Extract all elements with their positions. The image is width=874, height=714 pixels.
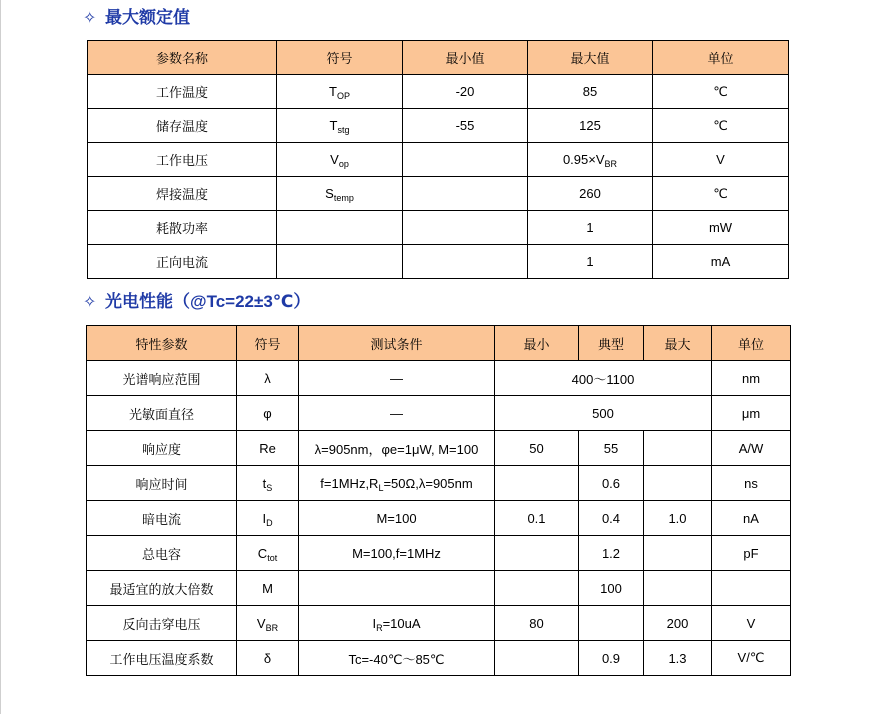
min-value-cell [495, 466, 579, 501]
min-value-cell [403, 75, 528, 109]
min-value-cell [403, 143, 528, 177]
range-value-cell-text: 400～1100 [571, 371, 635, 387]
unit-cell-text: ℃ [713, 117, 728, 133]
col-header-param-name: 参数名称 [88, 41, 277, 75]
range-value-cell [495, 361, 712, 396]
max-value-cell [644, 501, 712, 536]
characteristic-cell-text: 暗电流 [141, 511, 181, 527]
test-condition-cell [299, 606, 495, 641]
max-value-cell [644, 536, 712, 571]
symbol-cell [237, 431, 299, 466]
unit-cell-text: A/W [738, 440, 764, 456]
table-row [87, 361, 791, 396]
test-condition-cell-main: Tc=-40℃～85℃ [348, 651, 445, 667]
unit-cell-text: pF [743, 545, 759, 561]
param-name-cell [88, 245, 277, 279]
table-row [87, 571, 791, 606]
param-name-cell-text: 正向电流 [155, 255, 208, 270]
unit-cell-text: ns [744, 475, 758, 491]
characteristic-cell [87, 361, 237, 396]
characteristic-cell-text: 最适宜的放大倍数 [109, 581, 214, 597]
symbol-cell [277, 143, 403, 177]
diamond-star-icon: ✧ [83, 10, 97, 27]
table-row [88, 75, 789, 109]
symbol-cell-main: λ [264, 370, 271, 386]
symbol-cell-main: V [330, 152, 339, 167]
characteristic-cell-text: 工作电压温度系数 [109, 651, 214, 667]
typical-value-cell-text: 55 [603, 440, 619, 456]
min-value-cell-text: 50 [529, 440, 544, 456]
max-value-cell [528, 109, 653, 143]
range-value-cell-text: 500 [592, 405, 614, 421]
symbol-cell [277, 75, 403, 109]
table-row [87, 641, 791, 676]
table-row [88, 177, 789, 211]
unit-cell [653, 211, 789, 245]
max-value-cell [528, 245, 653, 279]
table-row [87, 466, 791, 501]
test-condition-cell [299, 466, 495, 501]
max-value-cell-text: 1.3 [668, 650, 687, 666]
typical-value-cell [579, 536, 644, 571]
param-name-cell [88, 143, 277, 177]
unit-cell [653, 75, 789, 109]
typical-value-cell-text: 100 [600, 580, 622, 596]
unit-cell-text: μm [741, 405, 761, 421]
characteristic-cell [87, 466, 237, 501]
unit-cell-text: nm [741, 370, 761, 386]
min-value-cell [495, 606, 579, 641]
table-header-row [88, 41, 789, 75]
table-row [87, 396, 791, 431]
max-value-cell-main: 0.95×V [562, 152, 605, 167]
characteristic-cell [87, 536, 237, 571]
max-ratings-table [87, 40, 789, 279]
unit-cell [712, 466, 791, 501]
param-name-cell [88, 177, 277, 211]
min-value-cell-text: 0.1 [527, 510, 546, 526]
typical-value-cell [579, 606, 644, 641]
symbol-cell-subscript: D [266, 517, 273, 528]
test-condition-cell [299, 571, 495, 606]
typical-value-cell-text: 0.4 [601, 510, 621, 526]
test-condition-cell-text: — [390, 405, 403, 421]
test-condition-cell-subscript: R [376, 622, 383, 633]
test-condition-cell-main: M=100 [376, 510, 417, 526]
section-title-max-ratings [83, 4, 190, 32]
unit-cell [712, 536, 791, 571]
section-title-optoelectronic [83, 288, 310, 316]
symbol-cell-main: T [329, 118, 338, 133]
max-value-cell [528, 177, 653, 211]
test-condition-cell-main: λ=905nm，φe=1μW, M=100 [314, 441, 479, 457]
symbol-cell-main: Re [259, 440, 276, 456]
col-header-symbol: 符号 [277, 41, 403, 75]
symbol-cell-main: I [262, 510, 267, 526]
param-name-cell [88, 75, 277, 109]
symbol-cell-subscript: S [266, 482, 273, 493]
unit-cell [712, 396, 791, 431]
unit-cell [653, 143, 789, 177]
param-name-cell-text: 耗散功率 [155, 221, 208, 236]
min-value-cell [403, 211, 528, 245]
col-header-unit: 单位 [653, 41, 789, 75]
min-value-cell-text: -20 [455, 84, 475, 99]
max-value-cell-main: 260 [579, 186, 601, 201]
unit-cell-text: mW [708, 220, 733, 235]
test-condition-cell [299, 536, 495, 571]
test-condition-cell-main: f=1MHz,R [320, 475, 379, 491]
test-condition-cell [299, 641, 495, 676]
unit-cell-text: V/℃ [737, 650, 765, 665]
test-condition-cell [299, 396, 495, 431]
max-value-cell-subscript: BR [604, 159, 618, 169]
min-value-cell [495, 431, 579, 466]
max-value-cell-main: 85 [582, 84, 598, 99]
typical-value-cell-text: 1.2 [601, 545, 621, 561]
max-value-cell-text: 200 [666, 615, 689, 631]
characteristic-cell [87, 641, 237, 676]
param-name-cell-text: 工作电压 [155, 153, 208, 168]
unit-cell-text: nA [743, 510, 759, 526]
param-name-cell [88, 109, 277, 143]
test-condition-cell [299, 501, 495, 536]
typical-value-cell-text: 0.6 [601, 475, 621, 491]
unit-cell [712, 501, 791, 536]
test-condition-cell [299, 361, 495, 396]
unit-cell-text: ℃ [713, 185, 728, 201]
col-header-typical: 典型 [579, 326, 644, 361]
symbol-cell-subscript: OP [336, 91, 350, 101]
symbol-cell-subscript: temp [333, 193, 354, 203]
test-condition-cell-text: — [390, 370, 403, 386]
max-value-cell-main: 125 [579, 118, 601, 133]
unit-cell [712, 641, 791, 676]
symbol-cell [237, 501, 299, 536]
table-row [87, 501, 791, 536]
max-value-cell [644, 606, 712, 641]
max-value-cell [644, 431, 712, 466]
test-condition-cell-post: =50Ω,λ=905nm [383, 475, 473, 491]
unit-cell [712, 571, 791, 606]
col-header-unit: 单位 [712, 326, 791, 361]
symbol-cell [277, 109, 403, 143]
max-value-cell [528, 75, 653, 109]
col-header-characteristic: 特性参数 [87, 326, 237, 361]
section-title-text: 光电性能（@Tc=22±3℃） [105, 292, 311, 311]
table-header-row [87, 326, 791, 361]
symbol-cell-subscript: BR [265, 622, 279, 633]
unit-cell [712, 431, 791, 466]
symbol-cell [237, 641, 299, 676]
unit-cell [712, 606, 791, 641]
symbol-cell [237, 396, 299, 431]
max-value-cell-main: 1 [586, 220, 594, 235]
symbol-cell [237, 606, 299, 641]
symbol-cell-main: φ [263, 405, 272, 421]
characteristic-cell-text: 光谱响应范围 [122, 371, 201, 387]
test-condition-cell-subscript: L [378, 482, 384, 493]
max-value-cell [644, 641, 712, 676]
unit-cell-text: ℃ [713, 83, 728, 99]
typical-value-cell-text: 0.9 [601, 650, 621, 666]
max-value-cell [528, 143, 653, 177]
col-header-test-condition: 测试条件 [299, 326, 495, 361]
symbol-cell [237, 571, 299, 606]
unit-cell [653, 109, 789, 143]
max-value-cell-main: 1 [586, 254, 594, 269]
min-value-cell [495, 501, 579, 536]
characteristic-cell [87, 606, 237, 641]
table-row [88, 245, 789, 279]
param-name-cell-text: 工作温度 [155, 85, 208, 100]
min-value-cell [403, 245, 528, 279]
symbol-cell [277, 211, 403, 245]
min-value-cell [495, 571, 579, 606]
col-header-min: 最小 [495, 326, 579, 361]
characteristic-cell [87, 571, 237, 606]
max-value-cell [644, 571, 712, 606]
min-value-cell [403, 109, 528, 143]
characteristic-cell-text: 响应时间 [135, 476, 188, 492]
typical-value-cell [579, 641, 644, 676]
table-row [88, 211, 789, 245]
symbol-cell [237, 466, 299, 501]
col-header-symbol: 符号 [237, 326, 299, 361]
characteristic-cell-text: 响应度 [141, 441, 181, 457]
unit-cell-text: V [716, 152, 725, 167]
symbol-cell-main: C [257, 545, 268, 561]
test-condition-cell [299, 431, 495, 466]
min-value-cell [495, 641, 579, 676]
typical-value-cell [579, 466, 644, 501]
param-name-cell [88, 211, 277, 245]
section-title-text: 最大额定值 [105, 8, 190, 27]
unit-cell [712, 361, 791, 396]
test-condition-cell-main: M=100,f=1MHz [352, 545, 441, 561]
symbol-cell-main: δ [263, 650, 272, 666]
page-left-border [0, 0, 1, 714]
characteristic-cell [87, 431, 237, 466]
symbol-cell-subscript: op [338, 159, 349, 169]
table-row [87, 536, 791, 571]
col-header-max: 最大值 [528, 41, 653, 75]
min-value-cell-text: -55 [455, 118, 475, 133]
max-value-cell [644, 466, 712, 501]
unit-cell-text: V [746, 615, 756, 631]
unit-cell-text: mA [710, 254, 731, 269]
symbol-cell [277, 177, 403, 211]
characteristic-cell [87, 501, 237, 536]
symbol-cell-subscript: stg [337, 125, 350, 135]
typical-value-cell [579, 501, 644, 536]
max-value-cell-text: 1.0 [668, 510, 687, 526]
diamond-star-icon: ✧ [83, 294, 97, 311]
min-value-cell [403, 177, 528, 211]
param-name-cell-text: 储存温度 [155, 119, 208, 134]
unit-cell [653, 245, 789, 279]
typical-value-cell [579, 571, 644, 606]
unit-cell [653, 177, 789, 211]
col-header-min: 最小值 [403, 41, 528, 75]
test-condition-cell-main: I [372, 615, 377, 631]
symbol-cell [237, 536, 299, 571]
table-row [87, 431, 791, 466]
table-row [87, 606, 791, 641]
symbol-cell-main: V [256, 615, 266, 631]
col-header-max: 最大 [644, 326, 712, 361]
table-row [88, 143, 789, 177]
characteristic-cell-text: 反向击穿电压 [122, 616, 201, 632]
param-name-cell-text: 焊接温度 [155, 187, 208, 202]
characteristic-cell [87, 396, 237, 431]
symbol-cell-main: M [262, 580, 273, 596]
min-value-cell-text: 80 [529, 615, 544, 631]
range-value-cell [495, 396, 712, 431]
optoelectronic-table [86, 325, 791, 676]
min-value-cell [495, 536, 579, 571]
symbol-cell-main: T [329, 84, 337, 99]
symbol-cell-subscript: tot [267, 552, 278, 563]
characteristic-cell-text: 总电容 [141, 546, 181, 562]
table-row [88, 109, 789, 143]
characteristic-cell-text: 光敏面直径 [128, 406, 194, 422]
test-condition-cell-post: =10uA [382, 615, 421, 631]
symbol-cell-main: t [262, 475, 267, 491]
symbol-cell [237, 361, 299, 396]
max-value-cell [528, 211, 653, 245]
symbol-cell-main: S [325, 186, 334, 201]
typical-value-cell [579, 431, 644, 466]
symbol-cell [277, 245, 403, 279]
